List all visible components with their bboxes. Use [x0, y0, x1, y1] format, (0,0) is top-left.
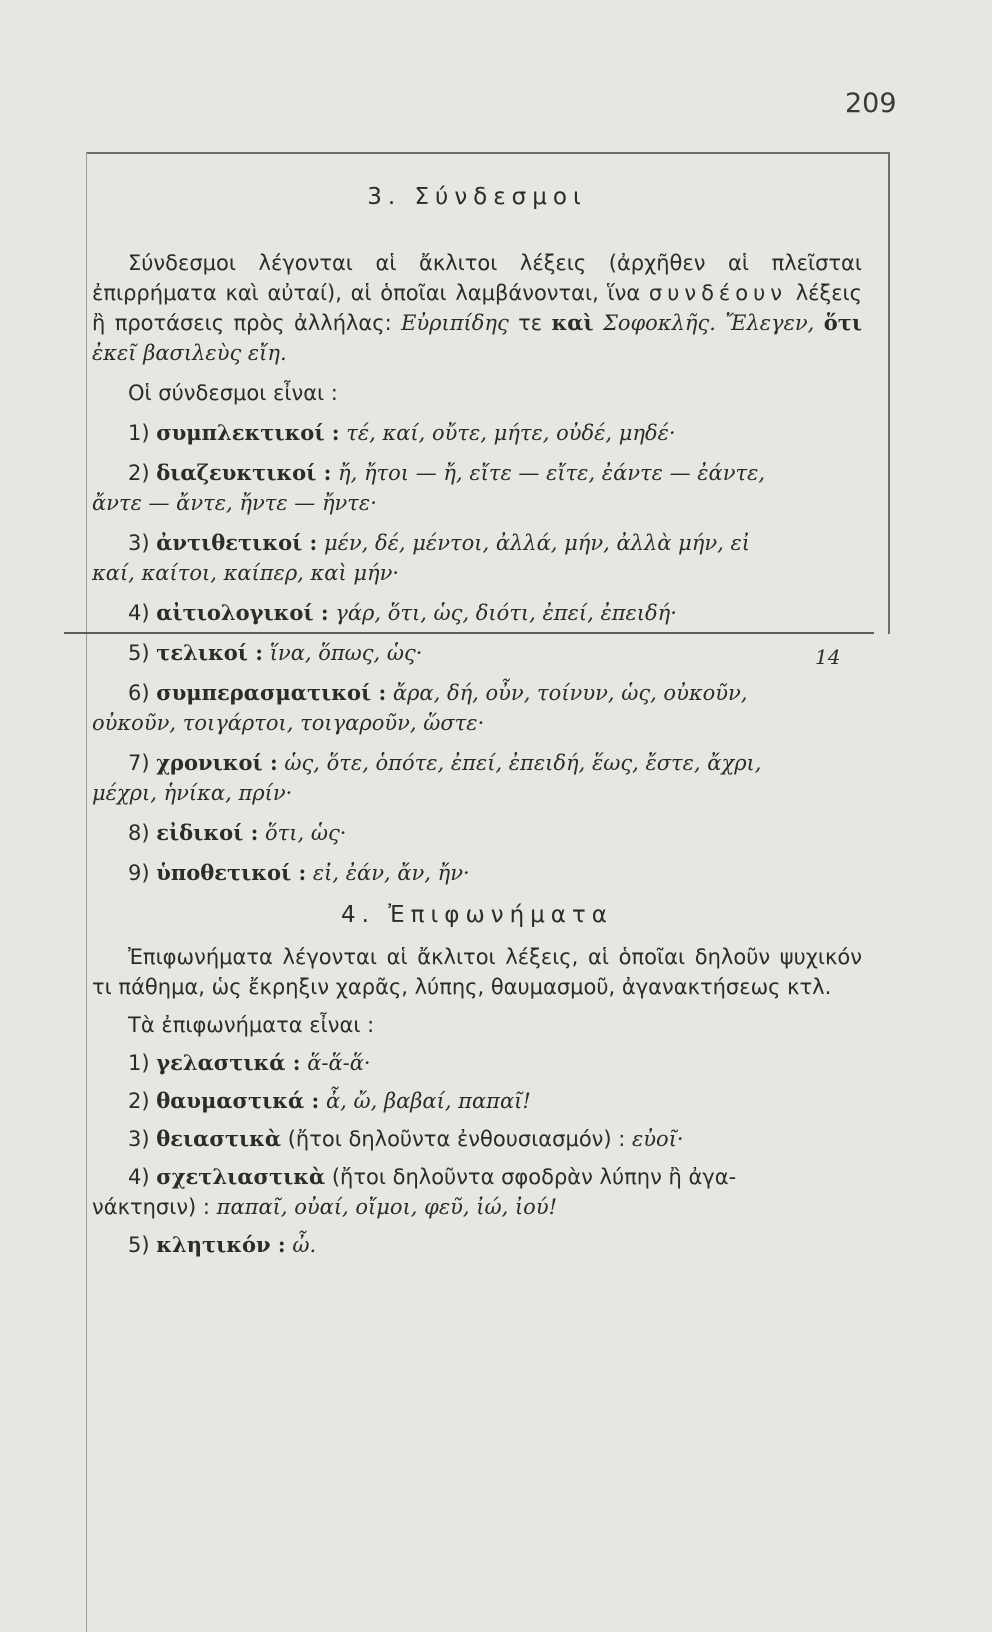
- item-number: 1): [128, 1051, 150, 1075]
- intro-bold-kai: καὶ: [551, 310, 594, 335]
- item-text: ἤ, ἤτοι — ἤ, εἴτε — εἴτε, ἐάντε — ἐάντε,: [331, 461, 766, 485]
- item-label: κλητικόν :: [156, 1232, 286, 1257]
- item-number: 9): [128, 861, 150, 885]
- item-continuation: μέχρι, ἡνίκα, πρίν·: [92, 781, 293, 805]
- item-number: 6): [128, 681, 150, 705]
- list-item: [92, 638, 862, 668]
- item-plain: (ἤτοι δηλοῦντα ἐνθουσιασμόν) :: [281, 1127, 633, 1151]
- list-item: [92, 818, 862, 848]
- signature-mark: 14: [815, 645, 841, 669]
- item-text: ἵνα, ὅπως, ὡς·: [263, 641, 423, 665]
- item-number: 5): [128, 1233, 150, 1257]
- list-item: [92, 458, 862, 488]
- item-label: ἀντιθετικοί :: [156, 530, 318, 555]
- item-number: 3): [128, 1127, 150, 1151]
- list-item: [92, 748, 862, 778]
- item-label: αἰτιολογικοί :: [156, 600, 329, 625]
- list-item: [92, 858, 862, 888]
- item-number: 7): [128, 751, 150, 775]
- page-number: 209: [845, 88, 897, 119]
- list-item: [92, 418, 862, 448]
- list-item: [92, 678, 862, 708]
- frame-left-border: [86, 152, 87, 1632]
- section4-heading: 4. Ἐπιφωνήματα: [341, 902, 613, 928]
- item-label: συμπερασματικοί :: [156, 680, 387, 705]
- item-text: ἄρα, δή, οὖν, τοίνυν, ὡς, οὐκοῦν,: [386, 681, 748, 705]
- item-continuation: ἄντε — ἄντε, ἤντε — ἤντε·: [92, 491, 377, 515]
- item-label: τελικοί :: [156, 640, 264, 665]
- section3-list: [92, 418, 862, 888]
- list-item: [92, 1230, 862, 1260]
- item-label: γελαστικά :: [156, 1050, 301, 1075]
- item-text: τέ, καί, οὔτε, μήτε, οὐδέ, μηδέ·: [339, 421, 676, 445]
- intro-bold-oti: ὅτι: [823, 310, 862, 335]
- item-label: διαζευκτικοί :: [156, 460, 332, 485]
- item-label: χρονικοί :: [156, 750, 278, 775]
- item-label: εἰδικοί :: [156, 820, 259, 845]
- item-number: 4): [128, 601, 150, 625]
- list-item: [92, 1162, 862, 1192]
- item-cont-text: παπαῖ, οὐαί, οἴμοι, φεῦ, ἰώ, ἰού!: [216, 1195, 558, 1219]
- intro-ital-2: ἐκεῖ βασιλεὺς εἴη.: [92, 341, 287, 365]
- intro-author: Εὐριπίδης: [401, 311, 509, 335]
- section3-list-intro: Οἱ σύνδεσμοι εἶναι :: [128, 381, 338, 405]
- item-plain: (ἤτοι δηλοῦντα σφοδρὰν λύπην ἢ ἀγα-: [325, 1165, 737, 1189]
- intro-rest: λέξεις ἢ προτάσεις πρὸς ἀλλήλας:: [92, 281, 862, 335]
- item-text: εὐοῖ·: [632, 1127, 684, 1151]
- section3-heading: 3. Σύνδεσμοι: [367, 184, 587, 210]
- item-text: ὅτι, ὡς·: [258, 821, 347, 845]
- item-number: 1): [128, 421, 150, 445]
- item-number: 2): [128, 1089, 150, 1113]
- section4-intro: Ἐπιφωνήματα λέγονται αἱ ἄκλιτοι λέξεις, αἱ ὁποῖαι δηλοῦν ψυχικόν τι πάθημα, ὡς ἔκρηξιν χαρᾶς, λύπης, θαυμασμοῦ, ἀγανακτήσεως κτλ.: [92, 945, 862, 999]
- item-text: ὡς, ὅτε, ὁπότε, ἐπεί, ἐπειδή, ἕως, ἔστε, ἄχρι,: [277, 751, 762, 775]
- item-text: γάρ, ὅτι, ὡς, διότι, ἐπεί, ἐπειδή·: [328, 601, 677, 625]
- item-number: 2): [128, 461, 150, 485]
- list-item: [92, 528, 862, 558]
- item-label: σχετλιαστικὰ: [156, 1164, 326, 1189]
- item-text: ὦ.: [285, 1233, 317, 1257]
- page-body: [92, 180, 862, 1260]
- item-label: συμπλεκτικοί :: [156, 420, 340, 445]
- item-label: θειαστικὰ: [156, 1126, 282, 1151]
- list-item: [92, 1124, 862, 1154]
- item-label: θαυμαστικά :: [156, 1088, 320, 1113]
- item-text: ἅ-ἅ-ἅ·: [300, 1051, 371, 1075]
- item-continuation: οὐκοῦν, τοιγάρτοι, τοιγαροῦν, ὥστε·: [92, 711, 485, 735]
- item-number: 5): [128, 641, 150, 665]
- item-text: μέν, δέ, μέντοι, ἀλλά, μήν, ἀλλὰ μήν, εἰ: [317, 531, 750, 555]
- spaced-word: συνδέουν: [648, 281, 788, 305]
- item-text: ἆ, ὤ, βαβαί, παπαῖ!: [319, 1089, 531, 1113]
- intro-ital-1: Σοφοκλῆς. Ἔλεγεν,: [593, 311, 824, 335]
- item-number: 8): [128, 821, 150, 845]
- list-item: [92, 1086, 862, 1116]
- section3-intro-text: Σύνδεσμοι λέγονται αἱ ἄκλιτοι λέξεις (ἀρχῆθεν αἱ πλεῖσται ἐπιρρήματα καὶ αὐταί), αἱ ὁποῖαι λαμβάνονται, ἵνα: [92, 251, 862, 305]
- item-label: ὑποθετικοί :: [156, 860, 307, 885]
- item-number: 4): [128, 1165, 150, 1189]
- list-item: [92, 1048, 862, 1078]
- list-item: [92, 598, 862, 628]
- item-continuation: καί, καίτοι, καίπερ, καὶ μήν·: [92, 561, 400, 585]
- section4-list: [92, 1048, 862, 1260]
- item-text: εἰ, ἐάν, ἄν, ἤν·: [306, 861, 470, 885]
- item-cont-plain: νάκτησιν) :: [92, 1195, 217, 1219]
- section3-intro: [92, 248, 862, 368]
- intro-tail: τε: [508, 311, 543, 335]
- item-number: 3): [128, 531, 150, 555]
- item-continuation: [92, 1192, 862, 1222]
- section4-list-intro: Τὰ ἐπιφωνήματα εἶναι :: [128, 1013, 375, 1037]
